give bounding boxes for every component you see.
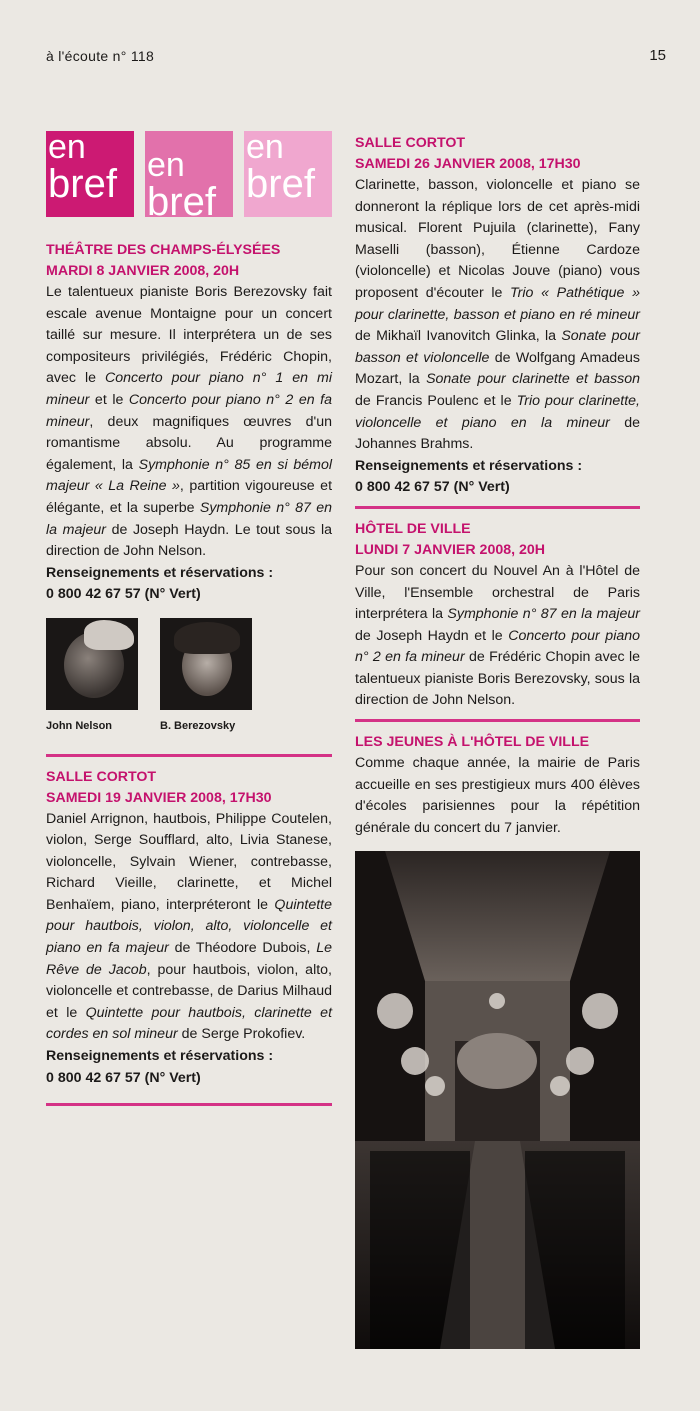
portrait-photo (160, 618, 252, 710)
section-divider (355, 719, 640, 722)
page-number: 15 (649, 47, 666, 64)
section-body: Pour son concert du Nouvel An à l'Hôtel de Ville, l'Ensemble orchestral de Paris interprétera la Symphonie n° 87 en la majeur de Joseph Haydn et le Concerto pour piano n° 2 en fa mineur de Frédéric Chopin avec le talentueux pianiste Boris Berezovsky, sous la direction de John Nelson. (355, 562, 641, 709)
info-phone: 0 800 42 67 57 (N° Vert) (46, 586, 201, 603)
section-date: SAMEDI 26 JANVIER 2008, 17H30 (355, 156, 581, 172)
photo-caption: B. Berezovsky (160, 719, 236, 732)
concert-hall-photo (355, 851, 640, 1349)
section-date: SAMEDI 19 JANVIER 2008, 17H30 (46, 789, 272, 806)
photo-caption: John Nelson (46, 719, 113, 732)
section-divider (46, 754, 332, 757)
left-column (46, 240, 332, 1116)
portrait-photo (46, 618, 138, 710)
info-phone: 0 800 42 67 57 (N° Vert) (355, 479, 510, 496)
logo-word: en (147, 146, 185, 184)
photo-card (46, 618, 138, 738)
logo-tile (244, 131, 332, 217)
section-title: SALLE CORTOT (46, 768, 157, 785)
section-title: LES JEUNES À L'HÔTEL DE VILLE (355, 734, 590, 751)
section-body: Daniel Arrignon, hautbois, Philippe Coutelen, violon, Serge Soufflard, alto, Livia Stanese, violoncelle, Sylvain Wiener, contrebasse, Richard Vieille, clarinette, et Michel Benhaïem, piano, interpréteront le Quintette pour hautbois, violon, alto, violoncelle et piano en fa majeur de Théodore Dubois, Le Rêve de Jacob, pour hautbois, violon, alto, violoncelle et contrebasse, de Darius Milhaud et le Quintette pour hautbois, clarinette et cordes en sol mineur de Serge Prokofiev. (46, 810, 333, 1043)
logo-word: en (246, 131, 284, 166)
section-title: HÔTEL DE VILLE (355, 520, 471, 537)
section-body: Comme chaque année, la mairie de Paris accueille en ses prestigieux murs 400 élèves d'écoles parisiennes pour la répétition générale du concert du 7 janvier. (355, 755, 640, 836)
info-phone: 0 800 42 67 57 (N° Vert) (46, 1069, 201, 1086)
right-column (355, 133, 640, 1349)
logo-word: bref (246, 162, 315, 206)
logo-word: bref (48, 162, 117, 206)
section-title: SALLE CORTOT (355, 135, 466, 151)
info-label: Renseignements et réservations : (355, 457, 583, 474)
logo-tile (46, 131, 134, 217)
concert-hall-illustration (355, 851, 640, 1349)
logo-word: bref (147, 180, 216, 217)
photo-card (160, 618, 252, 738)
issue-label: à l'écoute n° 118 (46, 48, 155, 64)
info-label: Renseignements et réservations : (46, 564, 274, 581)
section-date: MARDI 8 JANVIER 2008, 20H (46, 263, 240, 279)
portrait-photos (46, 618, 332, 738)
info-label: Renseignements et réservations : (46, 1048, 274, 1065)
section-body: Le talentueux pianiste Boris Berezovsky fait escale avenue Montaigne pour un concert taillé sur mesure. Il interprétera un de ses compositeurs privilégiés, Frédéric Chopin, avec le Concerto pour piano n° 1 en mi mineur et le Concerto pour piano n° 2 en fa mineur, deux magnifiques œuvres d'un romantisme absolu. Au programme également, la Symphonie n° 85 en si bémol majeur « La Reine », partition vigoureuse et élégante, et la superbe Symphonie n° 87 en la majeur de Joseph Haydn. Le tout sous la direction de John Nelson. (46, 284, 333, 560)
section-body: Clarinette, basson, violoncelle et piano se donneront la réplique lors de cet après-midi musical. Florent Pujuila (clarinette), Fany Maselli (basson), Étienne Cardoze (violoncelle) et Nicolas Jouve (piano) vous proposent d'écouter le Trio « Pathétique » pour clarinette, basson et piano en ré mineur de Mikhaïl Ivanovitch Glinka, la Sonate pour basson et violoncelle de Wolfgang Amadeus Mozart, la Sonate pour clarinette et basson de Francis Poulenc et le Trio pour clarinette, violoncelle et piano en la mineur de Johannes Brahms. (355, 177, 641, 453)
section-title: THÉÂTRE DES CHAMPS-ÉLYSÉES (46, 242, 281, 258)
logo-word: en (48, 131, 86, 166)
en-bref-logo (46, 131, 332, 217)
section-divider (46, 1103, 332, 1106)
section-divider (355, 506, 640, 509)
section-date: LUNDI 7 JANVIER 2008, 20H (355, 541, 546, 558)
logo-tile (145, 131, 233, 217)
